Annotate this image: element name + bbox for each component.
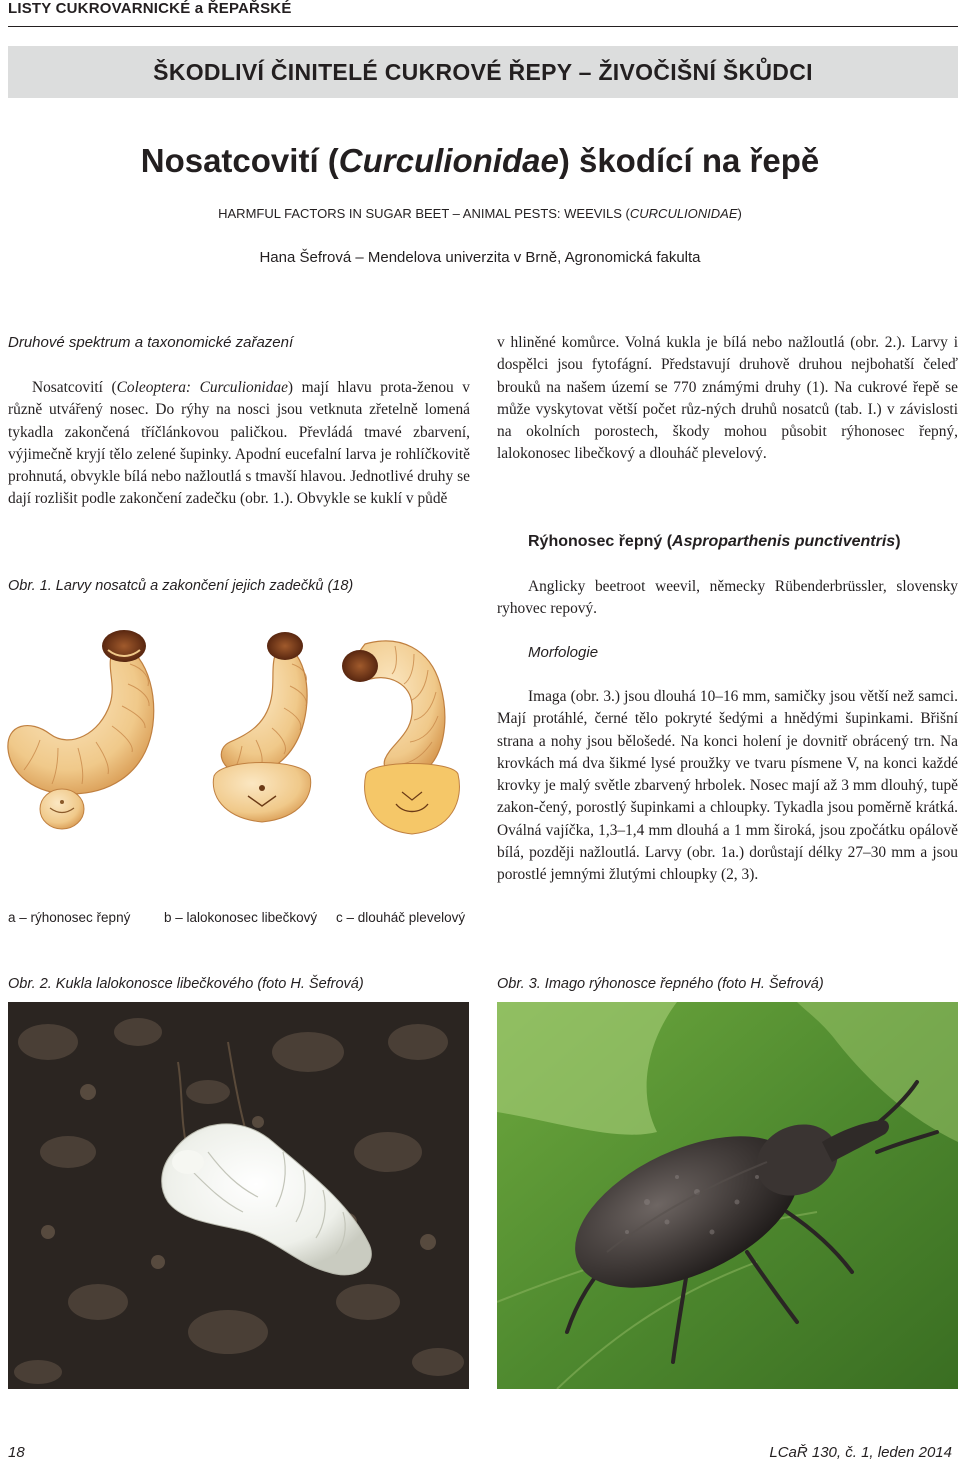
larva-c-illustration bbox=[342, 641, 459, 834]
author-line: Hana Šefrová – Mendelova univerzita v Brně, Agronomická fakulta bbox=[259, 249, 701, 266]
figure-1-caption: Obr. 1. Larvy nosatců a zakončení jejich zadečků (18) bbox=[8, 578, 354, 594]
section-heading-species: Druhové spektrum a taxonomické zařazení bbox=[8, 334, 294, 351]
pupa-photo-illustration bbox=[8, 1002, 469, 1389]
paragraph-morphology: Imaga (obr. 3.) jsou dlouhá 10–16 mm, samičky jsou větší než samci. Mají protáhlé, černé tělo pokryté šedými a hnědými šupinkami. Břišní strana a nohy jsou bělošedé. Na konci holení je dovnitř obrácený trn. Na krovkách má dva šikmé lysé proužky ve tvaru písmene V, na konci každé krovky je malý světle zbarvený hrbolek. Nosec mají až 3 mm dlouhý, tupě zakon-čený, porostlý šupinkami a chloupky. Tykadla jsou poměrně krátká. Oválná vajíčka, 1,3–1,4 mm dlouhá a 1 mm široká, jsou zpočátku opálově bílá, později nažloutlá. Larvy (obr. 1a.) dorůstají délky 27–30 mm a jsou porostlé jemnými žlutými chloupky (2, 3). bbox=[497, 688, 958, 884]
journal-name: LISTY CUKROVARNICKÉ a ŘEPAŘSKÉ bbox=[8, 0, 292, 17]
section-banner bbox=[8, 46, 958, 98]
figure-1-label-b: b – lalokonosec libečkový bbox=[164, 910, 318, 925]
morphology-heading: Morfologie bbox=[528, 644, 599, 661]
article-subtitle: HARMFUL FACTORS IN SUGAR BEET – ANIMAL PESTS: WEEVILS (CURCULIONIDAE) bbox=[218, 206, 742, 221]
larvae-illustration bbox=[0, 624, 480, 914]
paragraph-continuation: v hliněné komůrce. Volná kukla je bílá nebo nažloutlá (obr. 2.). Larvy i dospělci jsou fytofágní. Představují druhově druhou nejbohatší čeleď brouků na našem území se 770 známými druhy (1). Na cukrové řepě se může vyskytovat větší počet růz-ných druhů nosatců (tab. I.) v závislosti na okolních porostech, škody mohou působit rýhonosec řepný, lalokonosec libečkový a dlouháč plevelový. bbox=[497, 334, 958, 463]
page-number: 18 bbox=[8, 1444, 25, 1461]
section-banner-text: ŠKODLIVÍ ČINITELÉ CUKROVÉ ŘEPY – ŽIVOČIŠNÍ ŠKŮDCI bbox=[153, 58, 813, 85]
larva-a-illustration bbox=[8, 630, 154, 829]
article-title: Nosatcovití (Curculionidae) škodící na řepě bbox=[140, 142, 820, 179]
paragraph-names: Anglicky beetroot weevil, německy Rübenderbrüssler, slovensky ryhovec repový. bbox=[497, 578, 958, 618]
species-heading: Rýhonosec řepný (Asproparthenis punctiventris) bbox=[528, 533, 901, 550]
issue-info: LCaŘ 130, č. 1, leden 2014 bbox=[769, 1444, 952, 1461]
paragraph-intro: Nosatcovití (Coleoptera: Curculionidae) mají hlavu prota-ženou v různě utvářený nosec. Do rýhy na nosci jsou vetknuta zřetelně lomená tykadla zakončená tříčlánkovou paličkou. Převládá tmavé zbarvení, výjimečně kryjí tělo zelené šupinky. Apodní eucefalní larva je rohlíčkovitě prohnutá, obvykle bílá nebo nažloutlá s tmavší hlavou. Jednotlivé druhy se dají rozlišit podle zakončení zadečku (obr. 1.). Obvykle se kuklí v půdě bbox=[8, 379, 470, 508]
larva-b-illustration bbox=[212, 632, 311, 822]
weevil-photo-illustration bbox=[497, 1002, 958, 1389]
figure-3-weevil-photo bbox=[497, 1002, 958, 1389]
header-rule bbox=[8, 26, 958, 27]
figure-2-caption: Obr. 2. Kukla lalokonosce libečkového (foto H. Šefrová) bbox=[8, 976, 364, 992]
figure-2-pupa-photo bbox=[8, 1002, 469, 1389]
figure-1-label-c: c – dlouháč plevelový bbox=[336, 910, 466, 925]
figure-1-larvae bbox=[0, 624, 480, 914]
figure-3-caption: Obr. 3. Imago rýhonosce řepného (foto H. Šefrová) bbox=[497, 976, 824, 992]
figure-1-label-a: a – rýhonosec řepný bbox=[8, 910, 131, 925]
